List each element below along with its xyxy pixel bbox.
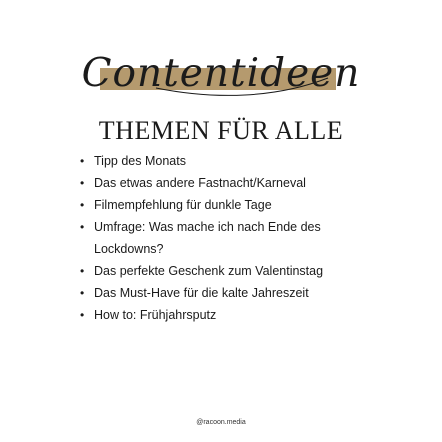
list-item: [80, 282, 380, 304]
topic-text: Umfrage: Was mache ich nach Ende des: [94, 220, 321, 234]
list-item: [80, 150, 380, 172]
bullet-icon: •: [80, 154, 85, 168]
topic-text: Filmempfehlung für dunkle Tage: [94, 198, 272, 212]
list-item: [80, 216, 380, 260]
bullet-icon: •: [80, 176, 85, 190]
list-item: [80, 304, 380, 326]
script-title-text: Contentideen: [81, 51, 361, 96]
topic-text: Das Must-Have für die kalte Jahreszeit: [94, 286, 309, 300]
topic-list: [80, 150, 380, 326]
bullet-icon: •: [80, 220, 85, 234]
topic-text-continued: Lockdowns?: [94, 242, 164, 256]
bullet-icon: •: [80, 198, 85, 212]
topic-text: How to: Frühjahrsputz: [94, 308, 217, 322]
list-item: [80, 194, 380, 216]
account-handle: @racoon.media: [196, 419, 246, 426]
page-heading: THEMEN FÜR ALLE: [98, 116, 344, 145]
topic-text: Das etwas andere Fastnacht/Karneval: [94, 176, 306, 190]
bullet-icon: •: [80, 308, 85, 322]
bullet-icon: •: [80, 286, 85, 300]
bullet-icon: •: [80, 264, 85, 278]
list-item: [80, 172, 380, 194]
list-item: [80, 260, 380, 282]
topic-text: Tipp des Monats: [94, 154, 186, 168]
topic-text: Das perfekte Geschenk zum Valentinstag: [94, 264, 324, 278]
script-title: [81, 40, 361, 120]
